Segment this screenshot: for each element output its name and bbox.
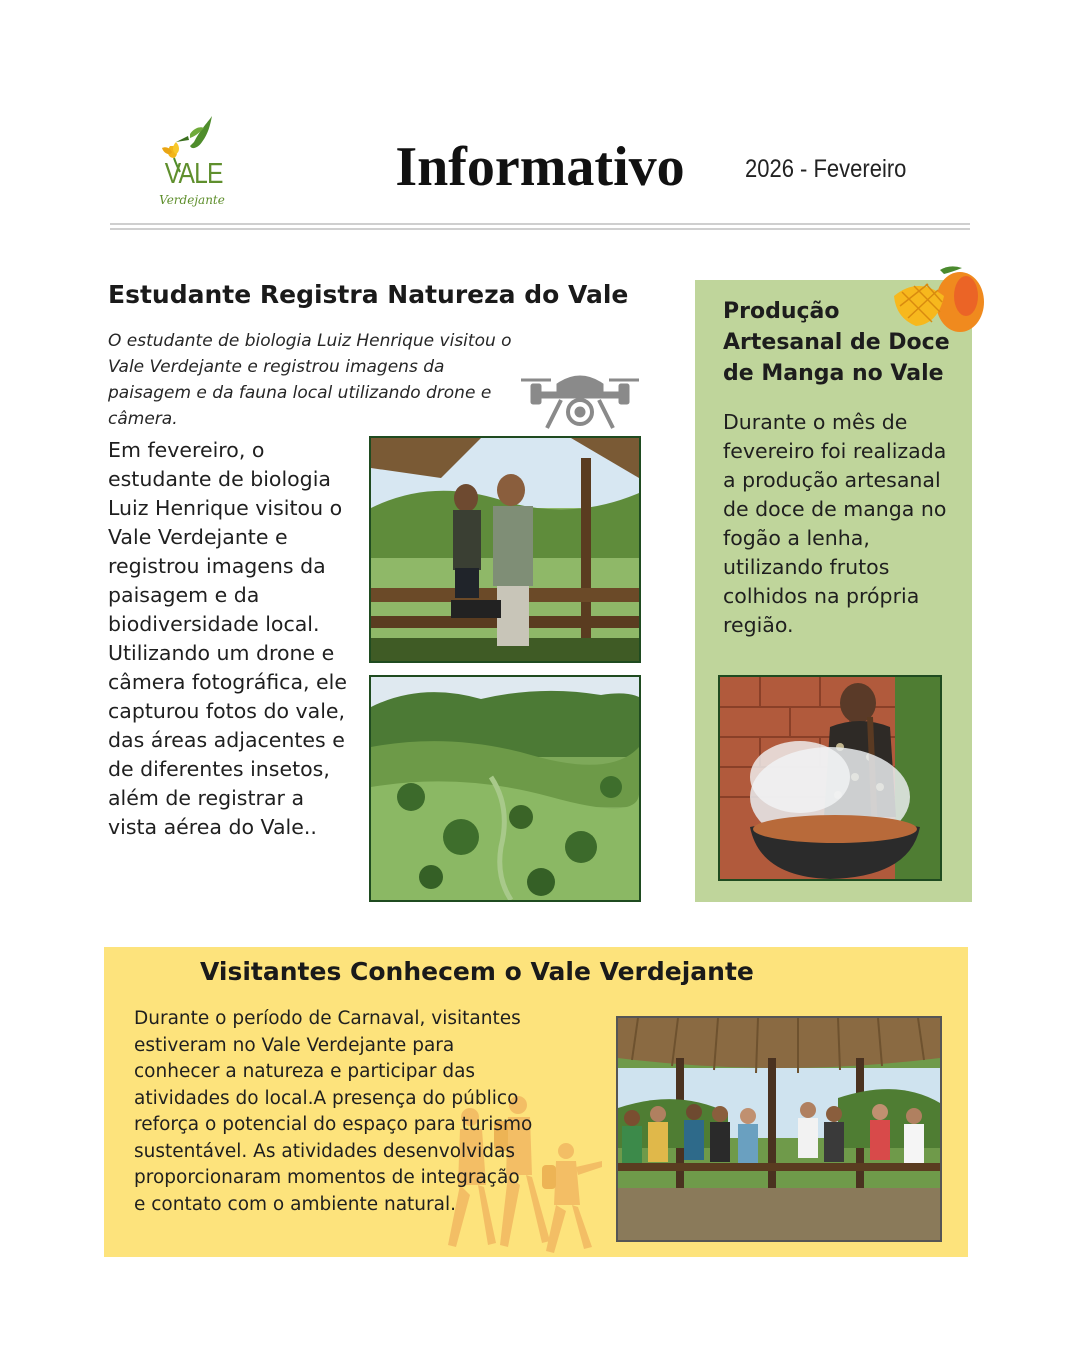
drone-icon — [517, 370, 643, 436]
page-title: Informativo — [395, 136, 685, 198]
header-divider-bottom — [110, 228, 970, 230]
sidebar-body: Durante o mês de fevereiro foi realizada a produção artesanal de doce de manga no fogão a lenha, utilizando frutos colhidos na própria região. — [723, 410, 947, 637]
students-drone-photo — [369, 436, 641, 663]
header-divider-top — [110, 223, 970, 225]
visitors-group-photo — [616, 1016, 942, 1242]
issue-date: 2026 - Fevereiro — [745, 155, 907, 183]
main-article-lead: O estudante de biologia Luiz Henrique visitou o Vale Verdejante e registrou imagens da paisagem e da fauna local utilizando drone e câmera. — [108, 331, 512, 429]
valley-aerial-photo — [369, 675, 641, 902]
main-article-body: Em fevereiro, o estudante de biologia Luiz Henrique visitou o Vale Verdejante e registrou imagens da paisagem e da biodiversidade local. Utilizando um drone e câmera fotográfica, ele capturou fotos do vale, das áreas adjacentes e de diferentes insetos, além de registrar a vista aérea do Vale.. — [108, 438, 347, 839]
main-article-title: Estudante Registra Natureza do Vale — [108, 280, 629, 309]
visitors-title: Visitantes Conhecem o Vale Verdejante — [200, 957, 754, 986]
logo-wordmark: VALE — [164, 158, 223, 190]
sidebar-title: Produção Artesanal de Doce de Manga no Vale — [723, 299, 950, 386]
visitors-body: Durante o período de Carnaval, visitantes estiveram no Vale Verdejante para conhecer a natureza e participar das atividades do local.A presença do público reforça o potencial do espaço para turismo sustentável. As atividades desenvolvidas proporcionaram momentos de integração e contato com o ambiente natural. — [134, 1008, 533, 1215]
mango-cooking-photo — [718, 675, 942, 881]
logo-subtitle: Verdejante — [159, 193, 225, 207]
